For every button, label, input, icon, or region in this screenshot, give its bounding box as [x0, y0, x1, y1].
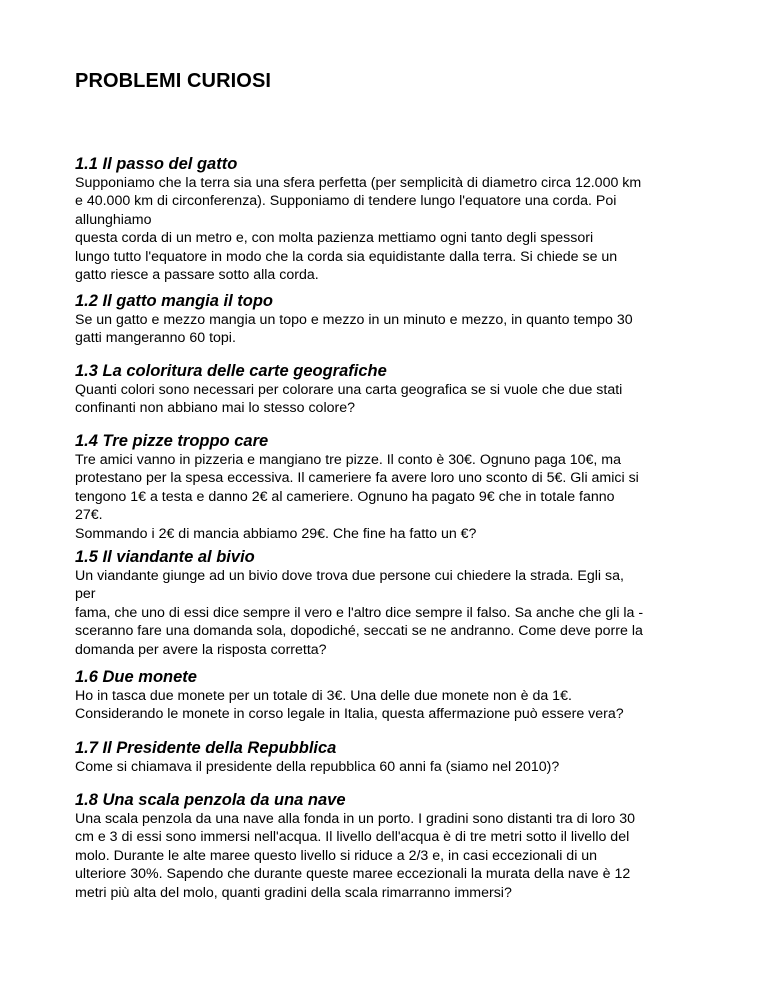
page-title: PROBLEMI CURIOSI — [75, 70, 272, 92]
section-text: Supponiamo che la terra sia una sfera perfetta (per semplicità di diametro circa 12.000 km e 40.000 km di circonferenza). Supponiamo di tendere lungo l'equatore una corda. Poi allunghiamo questa corda di un metro e, con molta pazienza mettiamo ogni tanto degli spessori lungo tutto l'equatore in modo che la corda sia equidistante dalla terra. Si chiede se un gatto riesce a passare sotto alla corda. — [75, 175, 642, 284]
section-text: Un viandante giunge ad un bivio dove trova due persone cui chiedere la strada. Egli sa, per fama, che uno di essi dice sempre il vero e l'altro dice sempre il falso. Sa anche che gli la - sceranno fare una domanda sola, dopodiché, seccati se ne andranno. Come deve porre la domanda per avere la risposta corretta? — [75, 568, 644, 658]
section-heading: 1.6 Due monete — [75, 668, 197, 686]
section-text: Ho in tasca due monete per un totale di 3€. Una delle due monete non è da 1€. Considerando le monete in corso legale in Italia, questa affermazione può essere vera? — [75, 688, 624, 723]
section-coloritura-carte — [75, 361, 705, 418]
section-gatto-mangia-topo — [75, 291, 705, 348]
section-heading: 1.5 Il viandante al bivio — [75, 548, 255, 566]
section-scala-nave — [75, 790, 705, 902]
section-heading: 1.4 Tre pizze troppo care — [75, 432, 269, 450]
section-text: Tre amici vanno in pizzeria e mangiano tre pizze. Il conto è 30€. Ognuno paga 10€, ma protestano per la spesa eccessiva. Il cameriere fa avere loro uno sconto di 5€. Gli amici si tengono 1€ a testa e danno 2€ al cameriere. Ognuno ha pagato 9€ che in totale fanno 27€. Sommando i 2€ di mancia abbiamo 29€. Che fine ha fatto un €? — [75, 452, 639, 542]
section-text: Se un gatto e mezzo mangia un topo e mezzo in un minuto e mezzo, in quanto tempo 30 gatti mangeranno 60 topi. — [75, 312, 633, 347]
section-due-monete — [75, 667, 705, 724]
section-tre-pizze — [75, 431, 705, 543]
section-presidente-repubblica — [75, 738, 705, 776]
section-heading: 1.7 Il Presidente della Repubblica — [75, 739, 337, 757]
section-heading: 1.3 La coloritura delle carte geografiche — [75, 362, 387, 380]
section-text: Quanti colori sono necessari per colorare una carta geografica se si vuole che due stati confinanti non abbiano mai lo stesso colore? — [75, 382, 623, 417]
section-heading: 1.2 Il gatto mangia il topo — [75, 292, 274, 310]
section-text: Una scala penzola da una nave alla fonda in un porto. I gradini sono distanti tra di loro 30 cm e 3 di essi sono immersi nell'acqua. Il livello dell'acqua è di tre metri sotto il livello del molo. Durante le alte maree questo livello si riduce a 2/3 e, in casi eccezionali di un ulteriore 30%. Sapendo che durante queste maree eccezionali la murata della nave è 12 metri più alta del molo, quanti gradini della scala rimarranno immersi? — [75, 811, 635, 901]
section-text: Come si chiamava il presidente della repubblica 60 anni fa (siamo nel 2010)? — [75, 759, 560, 775]
section-heading: 1.8 Una scala penzola da una nave — [75, 791, 346, 809]
section-heading: 1.1 Il passo del gatto — [75, 155, 238, 173]
section-passo-del-gatto — [75, 154, 705, 284]
section-viandante-bivio — [75, 547, 705, 659]
